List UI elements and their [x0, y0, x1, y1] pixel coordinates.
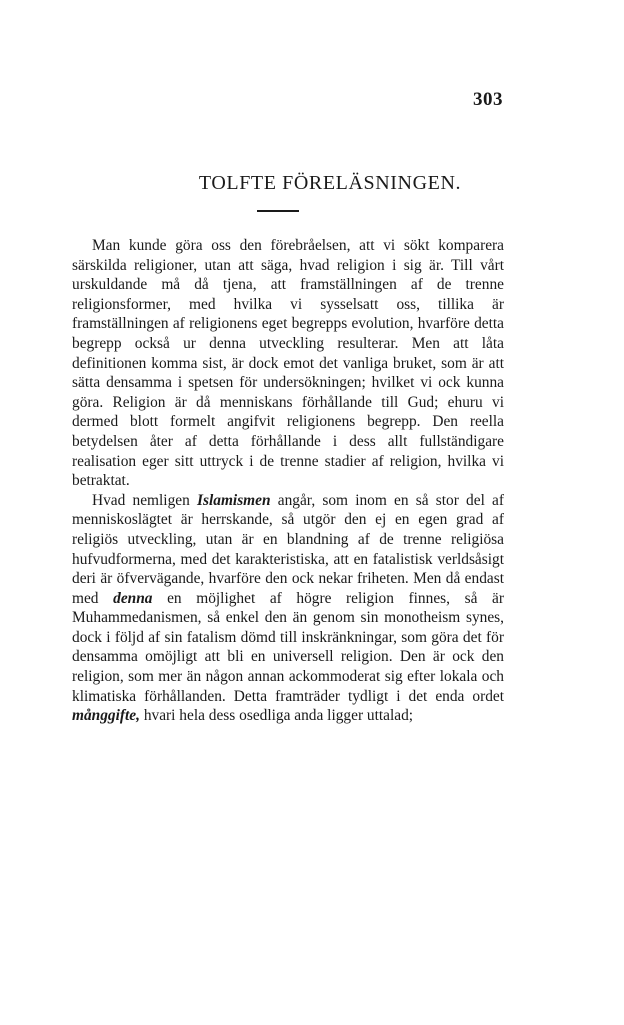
chapter-title: TOLFTE FÖRELÄSNINGEN. — [198, 172, 462, 194]
paragraph-2-text: Hvad nemligen — [92, 491, 197, 509]
page-number: 303 — [473, 89, 503, 110]
paragraph-2-text: en möjlighet af högre religion finnes, så är Muhammedanismen, så enkel den än genom sin monotheism synes, dock i följd af sin fatalism dömd till inskränkningar, som göra det för densamma omöjligt att bli en universell religion. Den är ock den religion, som mer än någon annan ackommoderat sig efter lokala och klimatiska förhållanden. Detta framträder tydligt i det enda ordet — [72, 589, 504, 705]
paragraph-2-text: angår, som inom en så stor del af menniskoslägtet är herrskande, så utgör den ej en egen grad af religiös utveckling, utan är en blandning af de trenne religiösa hufvudformerna, med det karakteristiska, att en fatalistisk verldsåsigt deri är öfvervägande, hvarföre den ock nekar friheten. Men då endast med — [72, 491, 504, 607]
paragraph-2 — [72, 491, 504, 726]
paragraph-2-text: hvari hela dess osedliga anda ligger uttalad; — [139, 707, 414, 725]
emphasis-denna: denna — [113, 589, 153, 607]
emphasis-islamismen: Islamismen — [197, 491, 271, 509]
emphasis-manggifte: månggifte, — [72, 707, 140, 725]
paragraph-1: Man kunde göra oss den förebråelsen, att vi sökt komparera särskilda religioner, utan att säga, hvad religion i sig är. Till vårt urskuldande må då tjena, att framställningen af de trenne religionsformer, med hvilka vi sysselsatt oss, tillika är framställningen af religionens eget begrepps evolution, hvarföre detta begrepp också ur denna utveckling resulterar. Men att låta definitionen komma sist, är dock emot det vanliga bruket, som är att sätta densamma i spetsen för undersökningen; hvilket vi ock kunna göra. Religion är då menniskans förhållande till Gud; ehuru vi dermed blott formelt angifvit religionens begrepp. Den reella betydelsen åter af detta förhållande i dess allt fullständigare realisation eger sitt uttryck i de trenne stadier af religion, hvilka vi betraktat. — [72, 237, 504, 490]
body-text — [72, 236, 504, 726]
title-rule — [257, 210, 299, 212]
